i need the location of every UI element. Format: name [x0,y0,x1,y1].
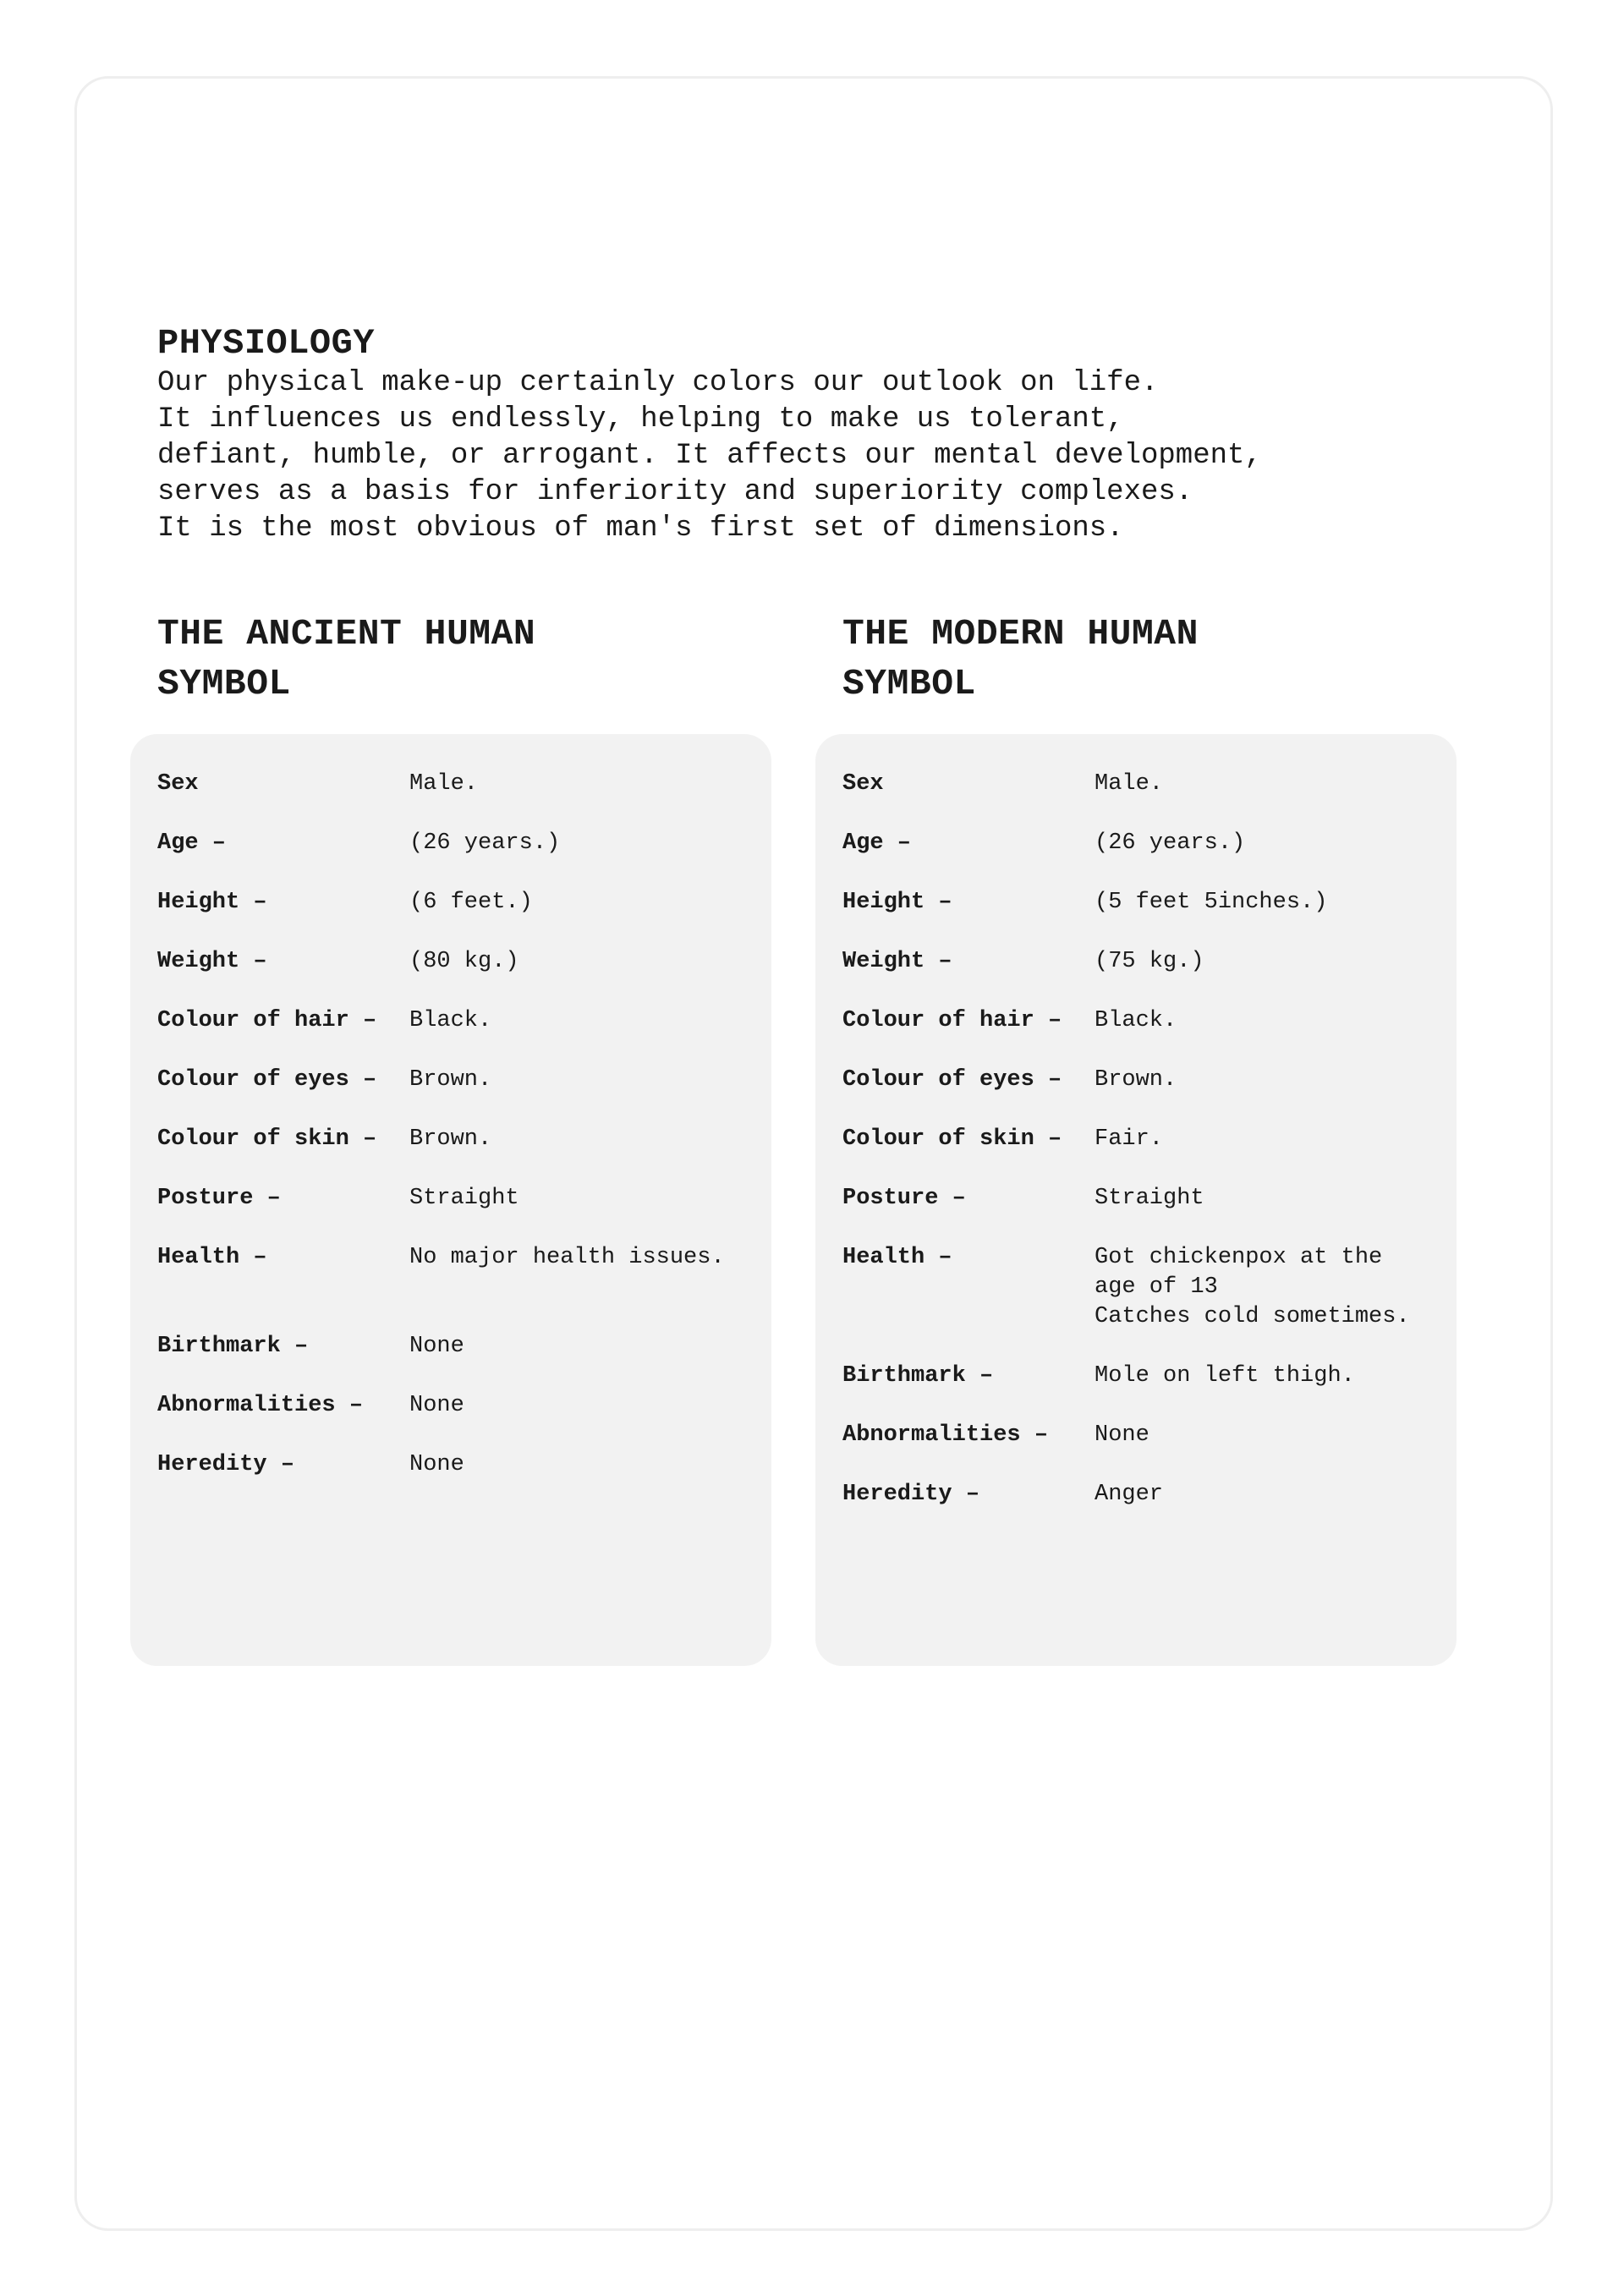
attribute-row [157,888,771,918]
attribute-value: None [409,1334,464,1359]
attribute-value: (75 kg.) [1095,949,1204,974]
attribute-row [842,947,1457,977]
attribute-label: Heredity – [157,1452,295,1477]
attribute-label: Colour of skin – [157,1126,377,1152]
attribute-label: Weight – [842,949,952,974]
attribute-value: (80 kg.) [409,949,519,974]
attribute-row [157,1184,771,1214]
attribute-row [842,1243,1457,1332]
attribute-row [157,1006,771,1036]
attribute-value: Male. [409,771,479,797]
attribute-value: Black. [409,1008,492,1033]
section-title: PHYSIOLOGY [157,323,376,364]
attribute-value: Black. [1095,1008,1177,1033]
attribute-value: None [409,1393,464,1418]
attribute-row [842,829,1457,858]
attribute-row [157,1391,771,1421]
attribute-value: Straight [409,1186,519,1211]
attribute-value: (5 feet 5inches.) [1095,890,1328,915]
attribute-value: Brown. [1095,1067,1177,1093]
attribute-label: Birthmark – [842,1363,994,1389]
attribute-label: Health – [842,1245,952,1270]
attribute-label: Posture – [842,1186,966,1211]
attribute-value: Got chickenpox at the age of 13 Catches cold sometimes. [1095,1245,1410,1329]
attribute-value: (26 years.) [1095,830,1246,856]
attribute-label: Age – [842,830,912,856]
attribute-label: Colour of skin – [842,1126,1062,1152]
attribute-label: Age – [157,830,227,856]
ancient-human-title: THE ANCIENT HUMAN SYMBOL [157,613,536,704]
attribute-row [157,947,771,977]
attribute-row [842,1066,1457,1095]
attribute-label: Abnormalities – [157,1393,364,1418]
intro-section [157,321,1426,547]
attribute-value: Fair. [1095,1126,1164,1152]
ancient-human-column [130,609,771,1477]
attribute-value: Male. [1095,771,1164,797]
ancient-human-card [130,734,771,1666]
attribute-value: None [1095,1422,1149,1448]
modern-human-card [815,734,1457,1666]
attribute-row [842,888,1457,918]
attribute-row [842,1125,1457,1154]
attribute-value: No major health issues. [409,1245,725,1270]
attribute-value: (6 feet.) [409,890,533,915]
attribute-label: Height – [842,890,952,915]
attribute-row [157,770,771,799]
attribute-row [842,1480,1457,1510]
attribute-value: Straight [1095,1186,1204,1211]
attribute-value: Anger [1095,1482,1164,1507]
attribute-row [842,1184,1457,1214]
attribute-value: (26 years.) [409,830,561,856]
attribute-label: Colour of hair – [157,1008,377,1033]
attribute-label: Abnormalities – [842,1422,1049,1448]
attribute-row [842,1362,1457,1391]
attribute-label: Sex [157,771,199,797]
attribute-row [157,1450,771,1480]
attribute-label: Birthmark – [157,1334,309,1359]
attribute-value: Brown. [409,1126,492,1152]
attribute-label: Colour of hair – [842,1008,1062,1033]
attribute-row [157,1066,771,1095]
attribute-label: Health – [157,1245,267,1270]
attribute-row [842,770,1457,799]
attribute-value: Brown. [409,1067,492,1093]
attribute-value: Mole on left thigh. [1095,1363,1355,1389]
attribute-label: Colour of eyes – [157,1067,377,1093]
attribute-row [157,829,771,858]
attribute-row [157,1125,771,1154]
attribute-label: Sex [842,771,884,797]
attribute-label: Colour of eyes – [842,1067,1062,1093]
attribute-row [842,1421,1457,1450]
intro-paragraph: Our physical make-up certainly colors our outlook on life. It influences us endlessly, helping to make us tolerant, defiant, humble, or arrogant. It affects our mental development, serves as a basis for inferiority and superiority complexes. It is the most obvious of man's first set of dimensions. [157,367,1262,545]
attribute-label: Weight – [157,949,267,974]
attribute-row [157,1243,771,1302]
attribute-value: None [409,1452,464,1477]
attribute-label: Posture – [157,1186,281,1211]
modern-human-column [815,609,1457,1507]
attribute-label: Heredity – [842,1482,980,1507]
attribute-label: Height – [157,890,267,915]
attribute-row [842,1006,1457,1036]
attribute-row [157,1332,771,1362]
modern-human-title: THE MODERN HUMAN SYMBOL [842,613,1199,704]
